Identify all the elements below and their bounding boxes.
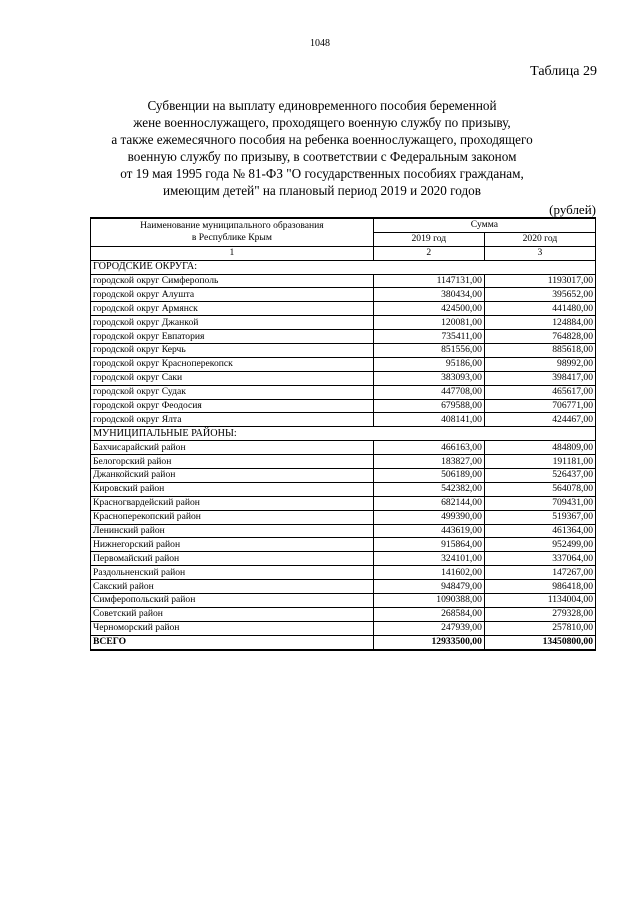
title-line: а также ежемесячного пособия на ребенка военнослужащего, проходящего	[111, 132, 533, 147]
row-name: Симферопольский район	[91, 594, 374, 608]
row-2020: 519367,00	[484, 510, 595, 524]
table-row	[91, 552, 596, 566]
table-row	[91, 357, 596, 371]
row-name: Первомайский район	[91, 552, 374, 566]
row-2019: 324101,00	[373, 552, 484, 566]
row-2019: 380434,00	[373, 288, 484, 302]
row-2020: 564078,00	[484, 482, 595, 496]
row-2020: 764828,00	[484, 330, 595, 344]
header-col-number-3: 3	[484, 246, 595, 260]
table-row	[91, 316, 596, 330]
row-name: Ленинский район	[91, 524, 374, 538]
row-2019: 915864,00	[373, 538, 484, 552]
table-row	[91, 496, 596, 510]
row-2019: 466163,00	[373, 441, 484, 455]
row-2019: 141602,00	[373, 566, 484, 580]
header-2019: 2019 год	[373, 232, 484, 246]
table-row	[91, 274, 596, 288]
table-row	[91, 413, 596, 427]
row-2020: 1134004,00	[484, 594, 595, 608]
row-2019: 183827,00	[373, 455, 484, 469]
row-name: Раздольненский район	[91, 566, 374, 580]
table-row	[91, 385, 596, 399]
row-2019: 95186,00	[373, 357, 484, 371]
row-2020: 124884,00	[484, 316, 595, 330]
row-2020: 398417,00	[484, 371, 595, 385]
row-2019: 1090388,00	[373, 594, 484, 608]
row-2020: 1193017,00	[484, 274, 595, 288]
table-row	[91, 455, 596, 469]
row-2020: 709431,00	[484, 496, 595, 510]
subvention-table	[90, 217, 596, 651]
total-2019: 12933500,00	[373, 635, 484, 649]
row-name: городской округ Алушта	[91, 288, 374, 302]
row-2019: 948479,00	[373, 580, 484, 594]
row-2020: 337064,00	[484, 552, 595, 566]
row-name: Сакский район	[91, 580, 374, 594]
row-2020: 952499,00	[484, 538, 595, 552]
table-header	[91, 218, 596, 260]
row-2020: 885618,00	[484, 344, 595, 358]
table-row	[91, 469, 596, 483]
table-row	[91, 302, 596, 316]
table-row	[91, 607, 596, 621]
table-label: Таблица 29	[530, 64, 597, 79]
row-2019: 499390,00	[373, 510, 484, 524]
row-2019: 682144,00	[373, 496, 484, 510]
row-2020: 147267,00	[484, 566, 595, 580]
row-2019: 735411,00	[373, 330, 484, 344]
title-line: имеющим детей" на плановый период 2019 и 2020 годов	[163, 183, 481, 198]
header-col-number-1: 1	[91, 246, 374, 260]
row-name: Советский район	[91, 607, 374, 621]
table-row	[91, 441, 596, 455]
table-row	[91, 510, 596, 524]
row-name: городской округ Судак	[91, 385, 374, 399]
row-2019: 247939,00	[373, 621, 484, 635]
title-line: военную службу по призыву, в соответствии с Федеральным законом	[127, 149, 517, 164]
table-row	[91, 344, 596, 358]
row-2019: 851556,00	[373, 344, 484, 358]
row-2020: 191181,00	[484, 455, 595, 469]
section-row-districts	[91, 427, 596, 441]
row-2020: 98992,00	[484, 357, 595, 371]
table-row	[91, 580, 596, 594]
table-row	[91, 288, 596, 302]
header-2020: 2020 год	[484, 232, 595, 246]
row-2020: 424467,00	[484, 413, 595, 427]
row-2019: 383093,00	[373, 371, 484, 385]
table-row	[91, 399, 596, 413]
row-name: городской округ Евпатория	[91, 330, 374, 344]
row-name: Бахчисарайский район	[91, 441, 374, 455]
row-2020: 395652,00	[484, 288, 595, 302]
row-name: Красноперекопский район	[91, 510, 374, 524]
row-name: городской округ Ялта	[91, 413, 374, 427]
total-row	[91, 635, 596, 649]
row-2019: 506189,00	[373, 469, 484, 483]
table-row	[91, 621, 596, 635]
row-2020: 706771,00	[484, 399, 595, 413]
row-2020: 257810,00	[484, 621, 595, 635]
row-2019: 443619,00	[373, 524, 484, 538]
table-row	[91, 482, 596, 496]
row-2020: 279328,00	[484, 607, 595, 621]
row-name: городской округ Саки	[91, 371, 374, 385]
row-name: городской округ Феодосия	[91, 399, 374, 413]
table-row	[91, 371, 596, 385]
table-row	[91, 524, 596, 538]
section-title-cities: ГОРОДСКИЕ ОКРУГА:	[91, 260, 596, 274]
table-row	[91, 566, 596, 580]
section-title-districts: МУНИЦИПАЛЬНЫЕ РАЙОНЫ:	[91, 427, 596, 441]
table-row	[91, 538, 596, 552]
title-line: Субвенции на выплату единовременного пособия беременной	[147, 98, 497, 113]
table-body	[91, 260, 596, 649]
row-name: Кировский район	[91, 482, 374, 496]
row-name: Черноморский район	[91, 621, 374, 635]
row-2019: 679588,00	[373, 399, 484, 413]
row-name: Нижнегорский район	[91, 538, 374, 552]
row-2020: 465617,00	[484, 385, 595, 399]
row-2019: 268584,00	[373, 607, 484, 621]
row-name: Красногвардейский район	[91, 496, 374, 510]
row-2019: 1147131,00	[373, 274, 484, 288]
row-2019: 542382,00	[373, 482, 484, 496]
header-name-cell	[91, 218, 374, 246]
header-name-line1: Наименование муниципального образования	[140, 220, 324, 232]
row-name: Джанкойский район	[91, 469, 374, 483]
header-sum: Сумма	[373, 218, 595, 232]
row-name: городской округ Джанкой	[91, 316, 374, 330]
title-line: жене военнослужащего, проходящего военную службу по призыву,	[133, 115, 511, 130]
row-2020: 484809,00	[484, 441, 595, 455]
row-2020: 461364,00	[484, 524, 595, 538]
row-name: городской округ Керчь	[91, 344, 374, 358]
row-2020: 441480,00	[484, 302, 595, 316]
table-row	[91, 330, 596, 344]
title-line: от 19 мая 1995 года № 81-ФЗ "О государственных пособиях гражданам,	[120, 166, 524, 181]
row-2020: 526437,00	[484, 469, 595, 483]
table-row	[91, 594, 596, 608]
row-name: городской округ Красноперекопск	[91, 357, 374, 371]
row-2019: 120081,00	[373, 316, 484, 330]
row-name: Белогорский район	[91, 455, 374, 469]
document-title	[80, 97, 564, 199]
row-2019: 408141,00	[373, 413, 484, 427]
total-2020: 13450800,00	[484, 635, 595, 649]
row-name: городской округ Симферополь	[91, 274, 374, 288]
row-name: городской округ Армянск	[91, 302, 374, 316]
row-2020: 986418,00	[484, 580, 595, 594]
header-col-number-2: 2	[373, 246, 484, 260]
row-2019: 424500,00	[373, 302, 484, 316]
units-label: (рублей)	[549, 202, 596, 217]
row-2019: 447708,00	[373, 385, 484, 399]
section-row-cities	[91, 260, 596, 274]
total-label: ВСЕГО	[91, 635, 374, 649]
page-number: 1048	[310, 38, 330, 49]
header-name-line2: в Республике Крым	[191, 232, 272, 244]
